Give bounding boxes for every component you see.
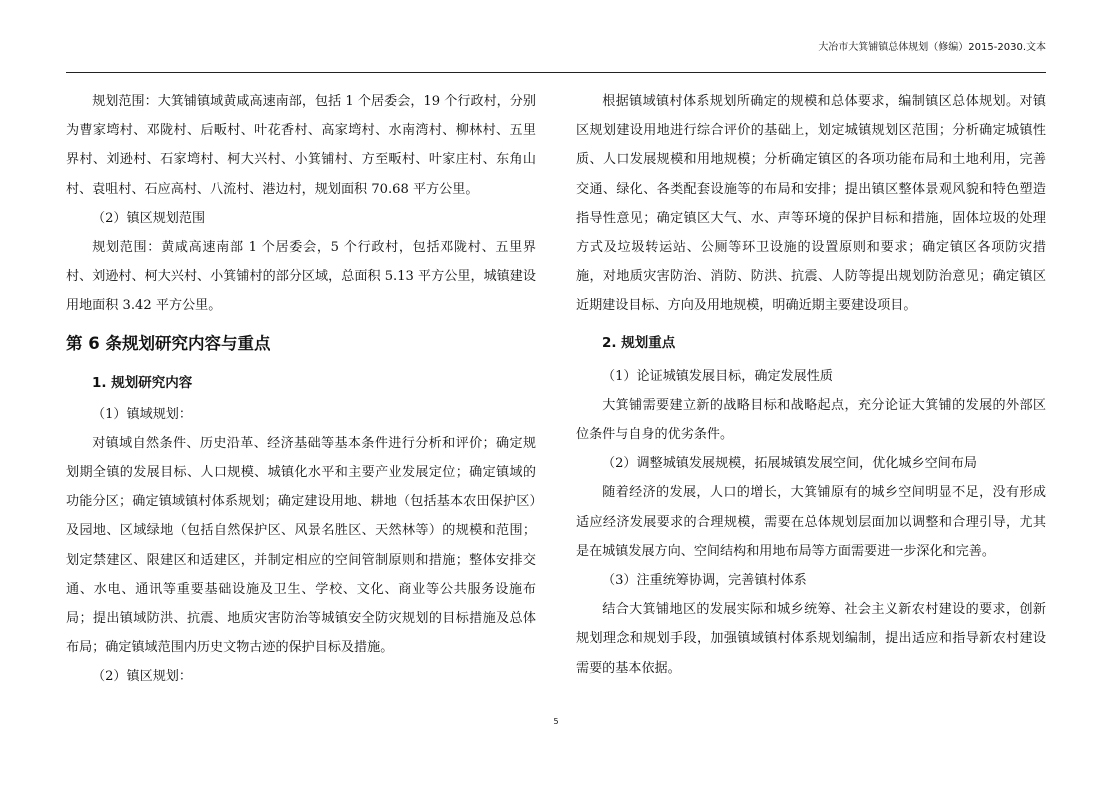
paragraph-center-planning: 根据镇域镇村体系规划所确定的规模和总体要求，编制镇区总体规划。对镇区规划建设用地进行综合评价的基础上，划定城镇规划区范围；分析确定城镇性质、人口发展规模和用地规模；分析确定镇区的各项功能布局和土地利用，完善交通、绿化、各类配套设施等的布局和安排；提出镇区整体景观风貌和特色塑造指导性意见；确定镇区大气、水、声等环境的保护目标和措施，固体垃圾的处理方式及垃圾转运站、公厕等环卫设施的设置原则和要求；确定镇区各项防灾措施，对地质灾害防治、消防、防洪、抗震、人防等提出规划防治意见；确定镇区近期建设目标、方向及用地规模，明确近期主要建设项目。: [576, 94, 1046, 314]
subheading-center-planning: （2）镇区规划：: [92, 669, 192, 685]
section-heading-focus: 2. 规划重点: [602, 334, 676, 351]
subheading-town-planning: （1）镇域规划：: [92, 406, 192, 422]
paragraph-focus-2: 随着经济的发展，人口的增长，大箕铺原有的城乡空间明显不足，没有形成适应经济发展要求的合理规模，需要在总体规划层面加以调整和合理引导，尤其是在城镇发展方向、空间结构和用地布局等方面需要进一步深化和完善。: [576, 485, 1046, 559]
subheading-center-scope: （2）镇区规划范围: [92, 210, 206, 226]
header-rule: [66, 72, 1046, 73]
paragraph-center-scope: 规划范围：黄咸高速南部 1 个居委会，5 个行政村，包括邓陇村、五里界村、刘逊村、柯大兴村、小箕铺村的部分区域，总面积 5.13 平方公里，城镇建设用地面积 3.42 平方公里。: [66, 240, 536, 314]
subheading-focus-3: （3）注重统筹协调，完善镇村体系: [602, 573, 807, 589]
section-heading-content: 1. 规划研究内容: [92, 374, 193, 391]
paragraph-focus-3: 结合大箕铺地区的发展实际和城乡统筹、社会主义新农村建设的要求，创新规划理念和规划手段，加强镇域镇村体系规划编制，提出适应和指导新农村建设需要的基本依据。: [576, 602, 1046, 676]
subheading-focus-2: （2）调整城镇发展规模，拓展城镇发展空间，优化城乡空间布局: [602, 456, 977, 472]
page-number: 5: [553, 717, 559, 726]
paragraph-town-planning: 对镇域自然条件、历史沿革、经济基础等基本条件进行分析和评价；确定规划期全镇的发展目标、人口规模、城镇化水平和主要产业发展定位；确定镇域的功能分区；确定镇域镇村体系规划；确定建设用地、耕地（包括基本农田保护区）及园地、区域绿地（包括自然保护区、风景名胜区、天然林等）的规模和范围；划定禁建区、限建区和适建区，并制定相应的空间管制原则和措施；整体安排交通、水电、通讯等重要基础设施及卫生、学校、文化、商业等公共服务设施布局；提出镇域防洪、抗震、地质灾害防治等城镇安全防灾规划的目标措施及总体布局；确定镇域范围内历史文物古迹的保护目标及措施。: [66, 435, 536, 656]
article-heading: 第 6 条规划研究内容与重点: [66, 333, 271, 353]
left-column: [66, 87, 536, 692]
subheading-focus-1: （1）论证城镇发展目标，确定发展性质: [602, 368, 833, 384]
paragraph-town-scope: 规划范围：大箕铺镇域黄咸高速南部，包括 1 个居委会，19 个行政村，分别为曹家塆村、邓陇村、后畈村、叶花香村、高家塆村、水南湾村、柳林村、五里界村、刘逊村、石家塆村、柯大兴村、小箕铺村、方至畈村、叶家庄村、东角山村、袁咀村、石应高村、八流村、港边村，规划面积 70.68 平方公里。: [66, 94, 536, 197]
right-column: [576, 87, 1046, 683]
document-header: 大冶市大箕铺镇总体规划（修编）2015-2030.文本: [818, 42, 1046, 53]
paragraph-focus-1: 大箕铺需要建立新的战略目标和战略起点，充分论证大箕铺的发展的外部区位条件与自身的优劣条件。: [576, 397, 1046, 443]
